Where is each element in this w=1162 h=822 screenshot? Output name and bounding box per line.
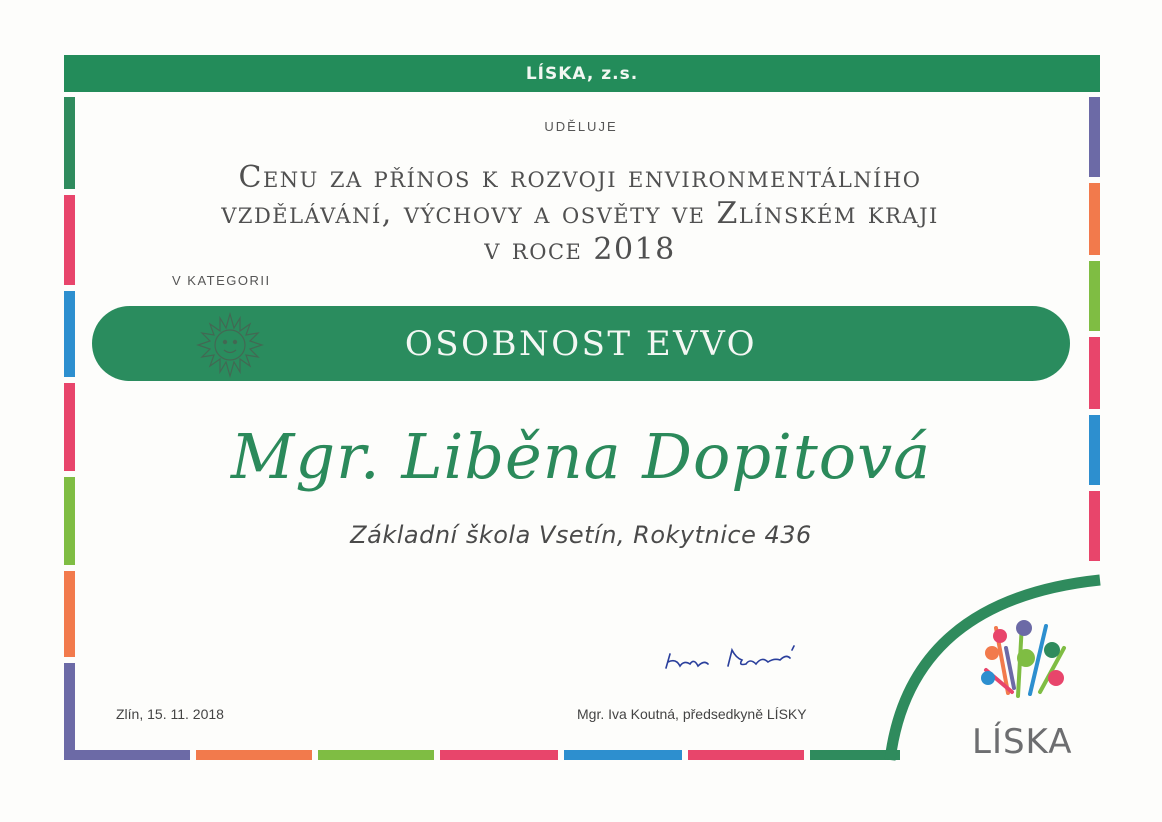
border-left-pink (64, 195, 75, 285)
border-bottom-pink (440, 750, 558, 760)
border-right-lime (1089, 261, 1100, 331)
border-bottom-orange (196, 750, 312, 760)
signature (658, 640, 808, 680)
place-date: Zlín, 15. 11. 2018 (116, 706, 224, 722)
category-label: V KATEGORII (172, 273, 271, 288)
border-bottom-violet (64, 750, 190, 760)
sun-icon (188, 310, 272, 380)
border-left-orange (64, 571, 75, 657)
recipient-name: Mgr. Liběna Dopitová (230, 420, 932, 493)
award-title-line-2: vzdělávání, výchovy a osvěty ve Zlínském kraji (221, 196, 939, 231)
border-left-green (64, 97, 75, 189)
liska-logo-icon (978, 608, 1078, 708)
border-right-orange (1089, 183, 1100, 255)
award-title-line-3: v roce 2018 (484, 232, 676, 267)
top-banner (64, 55, 1100, 92)
signer-name: Mgr. Iva Koutná, předsedkyně LÍSKY (577, 706, 807, 722)
category-name: OSOBNOST EVVO (404, 323, 758, 364)
border-bottom-lime (318, 750, 434, 760)
award-title (80, 160, 1080, 268)
recipient-organization: Základní škola Vsetín, Rokytnice 436 (350, 521, 812, 549)
border-bottom-pink-2 (688, 750, 804, 760)
awards-label: UDĚLUJE (544, 119, 618, 134)
border-right-violet (1089, 97, 1100, 177)
border-left-blue (64, 291, 75, 377)
org-name: LÍSKA, z.s. (525, 63, 639, 84)
award-title-line-1: Cenu za přínos k rozvoji environmentálního (238, 160, 922, 195)
border-right-pink (1089, 337, 1100, 409)
border-bottom-blue (564, 750, 682, 760)
liska-logo-text: LÍSKA (972, 722, 1073, 762)
border-left-violet (64, 663, 75, 760)
